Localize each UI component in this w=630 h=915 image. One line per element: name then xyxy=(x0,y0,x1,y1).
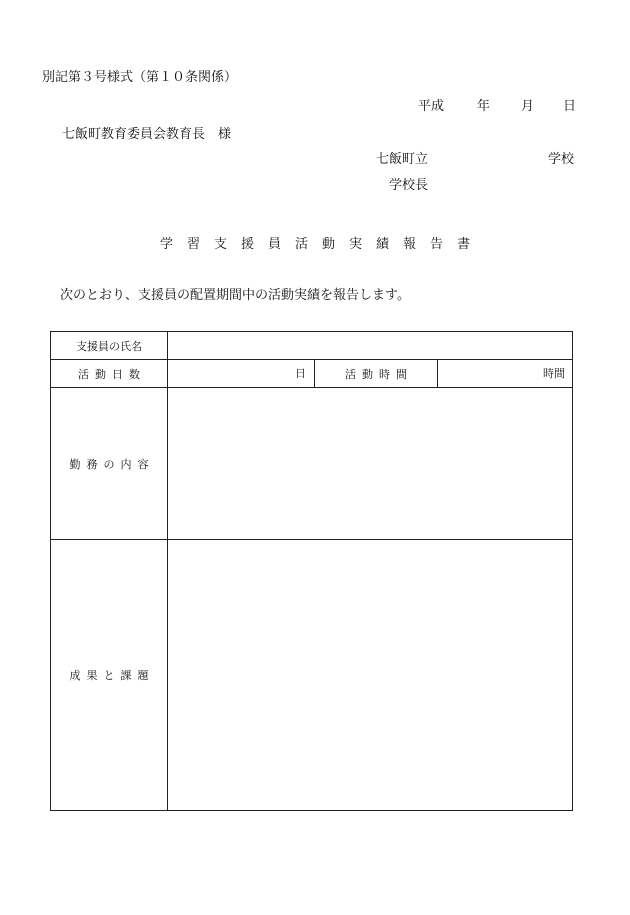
activity-days-label: 活動日数 xyxy=(78,367,146,381)
date-year-unit: 年 xyxy=(477,99,491,114)
date-line xyxy=(0,99,630,115)
date-month-unit: 月 xyxy=(521,99,535,114)
supporter-name-label: 支援員の氏名 xyxy=(76,339,142,353)
form-number-label: 別記第３号様式（第１０条関係） xyxy=(42,70,238,85)
hours-unit: 時間 xyxy=(543,367,565,380)
activity-hours-label: 活動時間 xyxy=(345,367,413,381)
results-field[interactable] xyxy=(168,540,572,810)
date-day-unit: 日 xyxy=(563,99,577,114)
supporter-name-field[interactable] xyxy=(168,332,572,359)
activity-hours-field[interactable] xyxy=(438,360,572,387)
school-suffix: 学校 xyxy=(548,152,575,167)
intro-text: 次のとおり、支援員の配置期間中の活動実績を報告します。 xyxy=(60,288,410,303)
results-label: 成果と課題 xyxy=(69,669,155,682)
activity-days-field[interactable] xyxy=(168,360,314,387)
date-era: 平成 xyxy=(418,99,445,114)
school-prefix: 七飯町立 xyxy=(376,152,429,167)
days-unit: 日 xyxy=(295,367,306,380)
duties-label: 勤務の内容 xyxy=(69,457,155,471)
addressee: 七飯町教育委員会教育長 様 xyxy=(62,127,232,142)
report-table xyxy=(50,331,573,811)
document-title: 学習支援員活動実績報告書 xyxy=(159,237,484,252)
duties-field[interactable] xyxy=(168,388,572,539)
principal-label: 学校長 xyxy=(389,178,429,193)
school-line xyxy=(0,152,630,168)
